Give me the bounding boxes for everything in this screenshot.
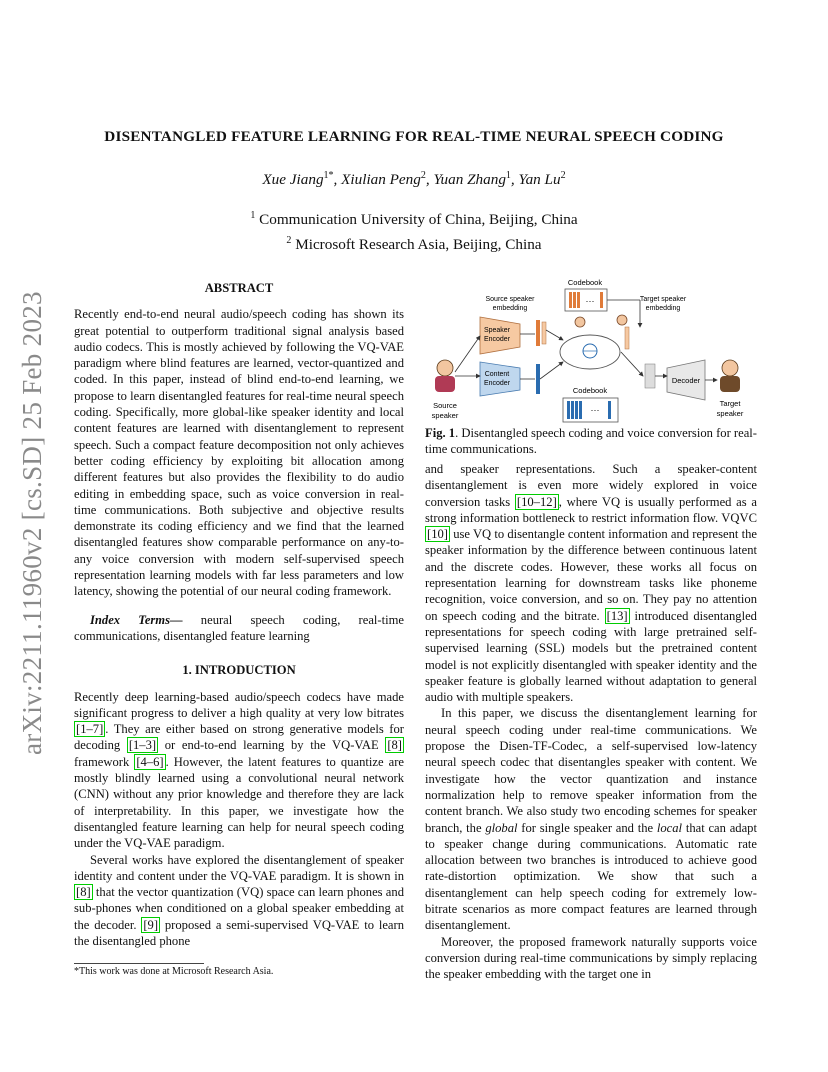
svg-text:SpeakerEncoder: Speaker Encoder [483, 327, 511, 343]
affiliation-text: Communication University of China, Beijing, China [259, 211, 578, 229]
author-name: Xue Jiang [262, 171, 324, 189]
abstract-heading: ABSTRACT [204, 281, 274, 295]
author-name: Yan Lu [518, 171, 561, 189]
figure-caption-label: Fig. 1 [425, 426, 456, 440]
body-paragraph: Moreover, the proposed framework naturally supports voice conversion during real-time communications by simply replacing the speaker embedding with the target one in [425, 934, 757, 982]
codebook-top-label: Codebook [567, 278, 603, 287]
target-avatar-icon [617, 315, 627, 325]
source-speaker-icon [435, 360, 455, 392]
affiliations [70, 205, 758, 255]
author-sup: 2 [420, 170, 426, 181]
index-terms-text: neural speech coding, real-time communications, disentangled feature learning [74, 612, 404, 643]
figure-1-diagram [425, 272, 760, 424]
arxiv-side-stamp: arXiv:2211.11960v2 [cs.SD] 25 Feb 2023 [17, 291, 47, 755]
author-sup: 1 [505, 170, 511, 181]
footnote-rule [74, 963, 204, 964]
citation-link[interactable]: [8] [76, 885, 91, 900]
citation-link[interactable]: [1–3] [128, 738, 157, 753]
network-cloud-icon [560, 335, 620, 369]
target-speaker-label: Target speaker [716, 399, 744, 418]
source-speaker-label: Source speaker [431, 401, 459, 420]
intro-paragraph-1: Recently deep learning-based audio/speech codecs have made significant progress to deliver a high quality at very low bitrates [1–7] . They are either based on strong generative models for decoding [1–3] or end-to-end learning by the VQ-VAE [8] framework [4–6] . However, the latent features to quantize are mostly blindly learned using a convolutional neural network (CNN) without any prior knowledge and therefore they are lack of interpretability. In this paper, we investigate how the disentangled feature learning can help for neural speech coding under the VQ-VAE paradigm. [74, 689, 404, 851]
svg-text:ContentEncoder: Content Encoder [483, 371, 511, 387]
source-embedding-label: Source speaker embedding [485, 296, 535, 312]
abstract-text: Recently end-to-end neural audio/speech coding has shown its great potential to outperform traditional signal analysis based audio codecs. This is mostly achieved by following the VQ-VAE paradigm where blind features are learned, vector-quantized and coded. In this paper, instead of blind end-to-end learning, we propose to learn disentangled features for real-time neural speech coding. Specifically, more global-like speaker identity and local content features are learned with disentanglement to represent speech. Such a compact feature decomposition not only achieves better coding efficiency by exploiting bit allocation among different features but also provides the flexibility to do audio editing in embedding space, such as voice conversion in real-time communications. Both subjective and objective results demonstrate its coding efficiency and we find that the learned disentangled features show comparable performance on any-to-any voice conversion with modern self-supervised speech representation learning models with far less parameters and low latency, showing the potential of our neural coding framework. [74, 307, 404, 599]
index-terms-label: Index Terms— [90, 612, 183, 627]
left-column [74, 280, 404, 949]
author-sup: 1* [323, 170, 334, 181]
paper-title: DISENTANGLED FEATURE LEARNING FOR REAL-TIME NEURAL SPEECH CODING [104, 128, 724, 145]
index-terms [74, 612, 404, 645]
author-name: Xiulian Peng [341, 171, 421, 189]
affiliation-text: Microsoft Research Asia, Beijing, China [295, 236, 542, 254]
svg-text:···: ··· [590, 405, 600, 415]
author-sup: 2 [560, 170, 566, 181]
codebook-bottom-label: Codebook [572, 386, 608, 395]
citation-link[interactable]: [8] [387, 738, 402, 753]
intro-paragraph-2: Several works have explored the disentanglement of speaker identity and content under the VQ-VAE paradigm. It is shown in [8] that the vector quantization (VQ) space can learn phones and sub-phones when conditioned on a global speaker embedding at the decoder. [9] proposed a semi-supervised VQ-VAE to learn the disentangled phone [74, 852, 404, 948]
citation-link[interactable]: [10] [427, 527, 448, 542]
author-name: Yuan Zhang [433, 171, 506, 189]
svg-text:Decoder: Decoder [671, 376, 701, 385]
affiliation-sup: 2 [286, 235, 292, 247]
footnote: *This work was done at Microsoft Research Asia. [74, 966, 274, 977]
body-paragraph: In this paper, we discuss the disentanglement learning for neural speech coding under real-time communications. We propose the Disen-TF-Codec, a self-supervised low-latency neural speech codec that disentangles speaker with content. We investigate how the vector quantization and instance normalization help to remove speaker information from the content branch. We also study two encoding schemes for speaker branch, the global for single speaker and the local that can adapt to speaker change during communications. Automatic rate allocation between two branches is introduced to achieve good rate-distortion optimization. We show that such a disentanglement can help speech coding for extremely low-bitrate scenarios as more compact features are learned through disentanglement. [425, 706, 757, 933]
figure-caption-text: . Disentangled speech coding and voice conversion for real-time communications. [425, 426, 757, 456]
author-list: Xue Jiang$^{1*}$, Xiulian Peng$^2$, Yuan Zhang$^1$, Yan Lu$^2$ [262, 170, 566, 189]
intro-heading: 1. INTRODUCTION [182, 663, 296, 678]
citation-link[interactable]: [4–6] [136, 754, 164, 769]
target-speaker-icon [720, 360, 740, 392]
svg-text:···: ··· [585, 296, 595, 306]
citation-link[interactable]: [13] [606, 608, 628, 623]
target-embedding-label: Target speaker embedding [639, 296, 687, 312]
affiliation-sup: 1 [250, 210, 256, 221]
body-paragraph: and speaker representations. Such a speaker-content disentanglement is even more widely explored in voice conversion tasks [10–12] , where VQ is usually performed as a strong information bottleneck to restrict information flow. VQVC [10] use VQ to disentangle content information and represent the speaker information by the difference between continuous latent and the discrete codes. However, these works all focus on representation learning for downstream tasks like phoneme recognition, voice conversion, and so on. They pay no attention on speech coding and the bitrate. [13] introduced disentangled representations for speech coding with large pretrained self-supervised learning (SSL) models but the pretrained content model is not explicitly disentangled with speaker identity and the speaker feature is globally learned without adaptation to general audio with multiple speakers. [425, 462, 757, 705]
citation-link[interactable]: [9] [143, 917, 159, 932]
source-avatar-icon [575, 317, 585, 327]
citation-link[interactable]: [1–7] [76, 722, 104, 737]
right-column [425, 425, 757, 983]
content-encoder-block [480, 362, 520, 396]
figure-caption [425, 425, 757, 457]
citation-link[interactable]: [10–12] [516, 494, 557, 509]
